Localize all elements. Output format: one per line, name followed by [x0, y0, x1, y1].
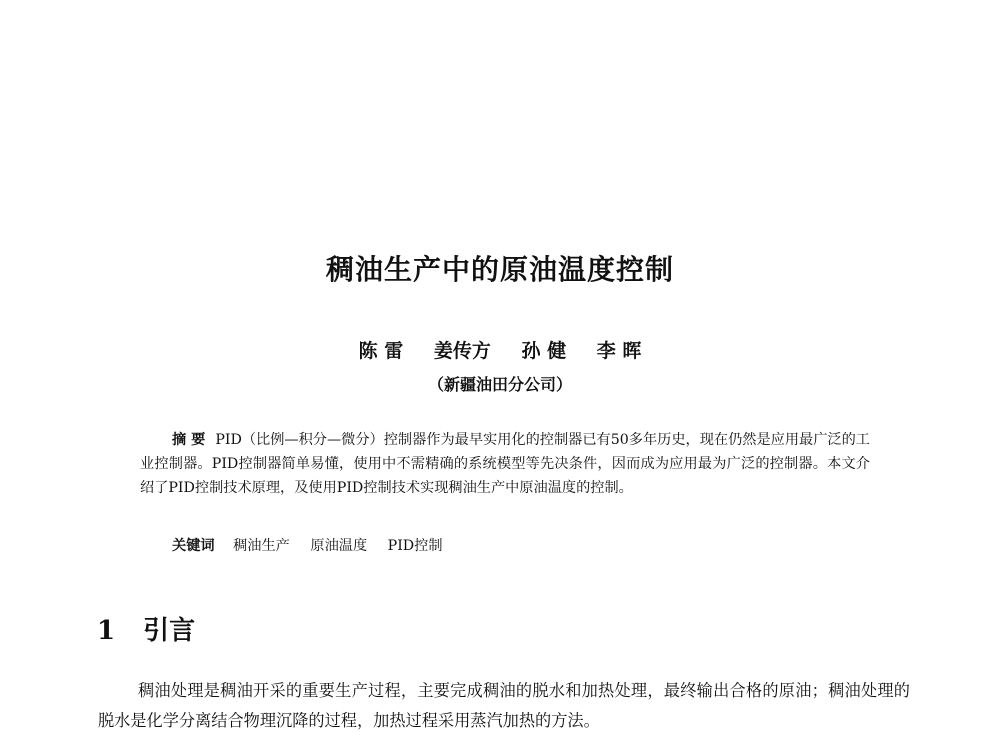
author-name: 孙 健 [521, 340, 567, 362]
section-number: 1 [97, 616, 116, 646]
keyword: 原油温度 [310, 538, 368, 554]
abstract-text: PID（比例—积分—微分）控制器作为最早实用化的控制器已有50多年历史，现在仍然是应用最广泛的工业控制器。PID控制器简单易懂，使用中不需精确的系统模型等先决条件，因而成为应用最为广泛的控制器。本文介绍了PID控制技术原理，及使用PID控制技术实现稠油生产中原油温度的控制。 [140, 432, 870, 496]
author-name: 姜传方 [433, 340, 491, 362]
section-heading [97, 610, 195, 647]
keywords [172, 535, 459, 555]
abstract-label: 摘 要 [172, 432, 206, 448]
keyword: 稠油生产 [233, 538, 290, 554]
keyword: PID控制 [387, 538, 443, 554]
author-name: 陈 雷 [358, 340, 404, 362]
section-title: 引言 [143, 616, 196, 646]
author-list [0, 336, 1000, 363]
body-paragraph: 稠油处理是稠油开采的重要生产过程，主要完成稠油的脱水和加热处理，最终输出合格的原油；稠油处理的脱水是化学分离结合物理沉降的过程，加热过程采用蒸汽加热的方法。 [98, 681, 910, 730]
affiliation: （新疆油田分公司） [427, 375, 572, 394]
author-name: 李 晖 [596, 340, 642, 362]
abstract [140, 428, 870, 500]
paper-title: 稠油生产中的原油温度控制 [325, 253, 674, 286]
keywords-label: 关键词 [172, 538, 215, 554]
